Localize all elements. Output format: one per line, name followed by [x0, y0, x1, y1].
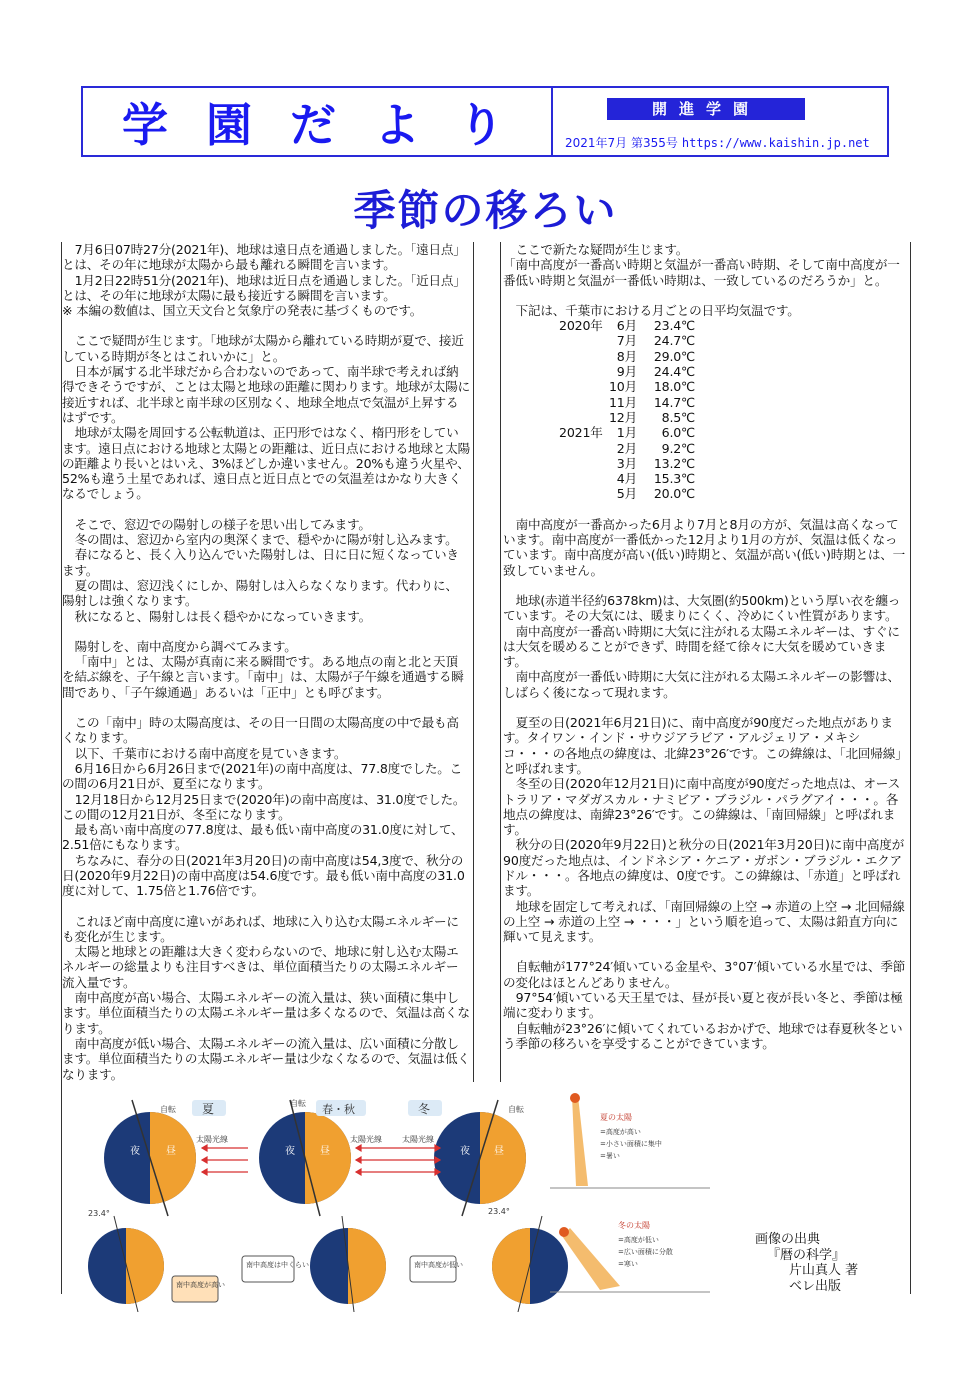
figure-rule-left	[61, 1082, 62, 1294]
paragraph: ※ 本編の数値は、国立天文台と気象庁の発表に基づくものです。	[62, 303, 423, 319]
temperature-month: 10月	[608, 379, 637, 395]
temperature-value: 23.4℃	[653, 318, 695, 334]
temperature-year	[559, 333, 607, 348]
right-column	[503, 242, 909, 1051]
credit-label: 画像の出典	[755, 1232, 821, 1247]
school-name: 開進学園	[607, 98, 805, 120]
paragraph: 夏至の日(2021年6月21日)に、南中高度が90度だった地点があります。タイワン・インド・サウジアラビア・アルジェリア・メキシコ・・・の各地点の緯度は、北緯23°26′です。この緯線は、「北回帰線」と呼ばれます。	[503, 715, 908, 776]
temperature-month: 11月	[608, 394, 637, 410]
winter-altitude-label: 南中高度が低い	[414, 1261, 463, 1269]
temperature-value: 6.0℃	[661, 425, 695, 441]
summer-sun-rays	[202, 1145, 248, 1175]
article-headline: 季節の移ろい	[353, 186, 618, 235]
summer-sun-line-2: =小さい面積に集中	[600, 1140, 662, 1148]
season-figure	[80, 1086, 710, 1312]
temperature-row	[559, 471, 695, 486]
paragraph: 南中高度が一番高い時期に大気に注がれる太陽エネルギーは、すぐには大気を暖めることができず、時間を経て徐々に大気を暖めていきます。	[503, 623, 900, 670]
paragraph-gap	[62, 502, 470, 517]
paragraph: ここで疑問が生じます。「地球が太陽から離れている時期が夏で、接近している時期が冬とはこれいかに」と。	[62, 333, 464, 364]
spring-altitude-badge	[242, 1256, 294, 1282]
paragraph: 冬至の日(2020年12月21日)に南中高度が90度だった地点は、オーストラリア・マダガスカル・ナミビア・ブラジル・パラグアイ・・・。各地点の緯度は、南緯23°26′です。この緯線は、「南回帰線」と呼ばれます。	[503, 776, 900, 838]
temperature-row	[559, 364, 695, 379]
issue-line	[565, 134, 870, 151]
summer-season-label: 夏	[202, 1102, 215, 1116]
temperature-value: 24.7℃	[653, 333, 695, 349]
temperature-month: 8月	[616, 348, 637, 364]
paragraph: 下記は、千葉市における月ごとの日平均気温です。	[515, 302, 800, 318]
spring-sunlight-label: 太陽光線	[350, 1135, 382, 1144]
temperature-value: 20.0℃	[653, 486, 695, 502]
spring-altitude-label: 南中高度は中くらい	[246, 1261, 309, 1269]
paragraph-gap	[503, 288, 909, 303]
paragraph-gap	[62, 700, 470, 715]
winter-altitude-earth	[492, 1216, 568, 1312]
summer-day-label: 昼	[166, 1146, 176, 1157]
summer-altitude-badge	[172, 1276, 218, 1302]
winter-rotation-label: 自転	[508, 1105, 524, 1114]
paragraph: 97°54′傾いている天王星では、昼が長い夏と夜が長い冬と、季節は極端に変わります。	[503, 990, 903, 1021]
temperature-row	[559, 410, 695, 425]
issue-number: 2021年7月 第355号	[565, 136, 678, 150]
summer-sun-line-1: =高度が高い	[600, 1128, 641, 1136]
paragraph: ちなみに、春分の日(2021年3月20日)の南中高度は54,3度で、秋分の日(2020年9月22日)の南中高度は54.6度です。最も低い南中高度の31.0度に対して、1.75倍と1.76倍です。	[62, 852, 465, 899]
left-column	[62, 242, 470, 1082]
paragraph-gap	[503, 578, 909, 593]
credit-publisher: ベレ出版	[789, 1278, 842, 1294]
temperature-year	[559, 441, 607, 456]
paragraph: 自転軸が177°24′傾いている金星や、3°07′傾いている水星では、季節の変化はほとんどありません。	[503, 959, 906, 990]
temperature-month: 6月	[616, 318, 637, 334]
masthead-info-box	[553, 88, 887, 155]
paragraph: 陽射しを、南中高度から調べてみます。	[74, 638, 297, 654]
paragraph: そこで、窓辺での陽射しの様子を思い出してみます。	[74, 516, 371, 532]
summer-altitude-earth	[88, 1216, 164, 1312]
paragraph: 夏の間は、窓辺浅くにしか、陽射しは入らなくなります。代わりに、陽射しは強くなります。	[62, 577, 458, 609]
paragraph-gap	[62, 624, 470, 639]
spring-night-label: 夜	[285, 1146, 295, 1157]
right-column-intro	[503, 242, 909, 318]
temperature-year	[559, 395, 607, 410]
paragraph: 秋になると、陽射しは長く穏やかになっていきます。	[74, 608, 372, 624]
credit-book: 『暦の科学』	[767, 1247, 846, 1263]
paragraph: 南中高度が一番低い時期に大気に注がれる太陽エネルギーの影響は、しばらく後になって現れます。	[503, 669, 900, 700]
paragraph: 地球が太陽を周回する公転軌道は、正円形ではなく、楕円形をしています。遠日点における地球と太陽との距離は、近日点における地球と太陽の距離より長いとはいえ、3%ほどしか違いません。20%も違う火星や、52%も違う土星であれば、遠日点と近日点とでの気温差はかなり大きくなるでしょう。	[62, 425, 470, 502]
winter-sun-line-1: =高度が低い	[618, 1236, 659, 1244]
paragraph: 6月16日から6月26日まで(2021年)の南中高度は、77.8度でした。この間の6月21日が、夏至になります。	[62, 760, 463, 792]
summer-rotation-label: 自転	[160, 1105, 176, 1114]
paragraph: 太陽と地球との距離は大きく変わらないので、地球に射し込む太陽エネルギーの総量よりも注目すべきは、単位面積当たりの太陽エネルギー流入量です。	[62, 944, 459, 990]
temperature-value: 18.0℃	[653, 379, 695, 395]
temperature-row	[559, 425, 695, 440]
winter-day-label: 昼	[494, 1146, 504, 1157]
school-url[interactable]: https://www.kaishin.jp.net	[681, 136, 870, 150]
summer-tilt-label: 23.4°	[88, 1209, 110, 1218]
summer-sun-line-3: =暑い	[600, 1152, 620, 1160]
temperature-row	[559, 379, 695, 394]
temperature-value: 9.2℃	[661, 440, 695, 456]
winter-sun-title: 冬の太陽	[618, 1221, 650, 1230]
winter-season-label: 冬	[418, 1102, 431, 1116]
temperature-row	[559, 333, 695, 348]
temperature-value: 8.5℃	[661, 409, 695, 425]
figure-rule-right	[910, 1082, 911, 1294]
paragraph: 以下、千葉市における南中高度を見ていきます。	[74, 745, 347, 761]
temperature-month: 2月	[616, 440, 637, 456]
temperature-value: 24.4℃	[653, 364, 695, 380]
paragraph-gap	[503, 944, 909, 959]
paragraph: 7月6日07時27分(2021年)、地球は遠日点を通過しました。「遠日点」とは、その年に地球が太陽から最も離れる瞬間を言います。	[62, 242, 466, 273]
spring-rotation-label: 自転	[290, 1099, 306, 1108]
paragraph: 「南中」とは、太陽が真南に来る瞬間です。ある地点の南と北と天頂を結ぶ線を、子午線と言います。「南中」は、太陽が子午線を通過する瞬間であり、「子午線通過」あるいは「正中」とも呼びます。	[62, 654, 464, 700]
winter-sunlight-label: 太陽光線	[402, 1135, 434, 1144]
winter-earth	[434, 1100, 526, 1216]
temperature-month: 9月	[616, 364, 637, 380]
paragraph: これほど南中高度に違いがあれば、地球に入り込む太陽エネルギーにも変化が生じます。	[62, 913, 459, 944]
temperature-row	[559, 318, 695, 333]
temperature-row	[559, 441, 695, 456]
spring-day-label: 昼	[320, 1146, 330, 1157]
right-column-body	[503, 517, 909, 1052]
paragraph: 1月2日22時51分(2021年)、地球は近日点を通過しました。「近日点」とは、その年に地球が太陽に最も接近する瞬間を言います。	[62, 272, 466, 303]
temperature-row	[559, 395, 695, 410]
winter-sun-line-2: =広い面積に分散	[618, 1248, 673, 1256]
summer-night-label: 夜	[130, 1146, 140, 1157]
paragraph: ここで新たな疑問が生じます。	[515, 242, 689, 257]
credit-author: 片山真人 著	[789, 1263, 859, 1278]
temperature-year	[559, 456, 607, 471]
paragraph: 日本が属する北半球だから合わないのであって、南半球で考えれば納得できそうですが、ことは太陽と地球の距離に関わります。地球が太陽に接近すれば、北半球と南半球の区別なく、地球全地点で気温が上昇するはずです。	[62, 364, 470, 425]
temperature-year	[559, 349, 607, 364]
paragraph: 春になると、長く入り込んでいた陽射しは、日に日に短くなっていきます。	[62, 547, 459, 578]
temperature-year	[559, 364, 607, 379]
summer-sunlight-label: 太陽光線	[196, 1135, 228, 1144]
spring-autumn-earth	[259, 1100, 351, 1216]
temperature-year	[559, 379, 607, 394]
temperature-year: 2021年	[559, 425, 603, 441]
temperature-value: 13.2℃	[653, 455, 695, 471]
temperature-month: 3月	[616, 455, 637, 471]
paragraph: 南中高度が高い場合、太陽エネルギーの流入量は、狭い面積に集中します。単位面積当たりの太陽エネルギー量は多くなるので、気温は高くなります。	[62, 990, 470, 1036]
paragraph: 秋分の日(2020年9月22日)と秋分の日(2021年3月20日)に南中高度が90度だった地点は、インドネシア・ケニア・ガボン・ブラジル・エクアドル・・・。各地点の緯度は、0度です。この緯線は、「赤道」と呼ばれます。	[503, 837, 905, 899]
paragraph: 「南中高度が一番高い時期と気温が一番高い時期、そして南中高度が一番低い時期と気温が一番低い時期は、一致しているのだろうか」と。	[503, 257, 900, 288]
paragraph: 自転軸が23°26′に傾いてくれているおかげで、地球では春夏秋冬という季節の移ろいを享受することができています。	[503, 1020, 903, 1051]
paragraph-gap	[503, 700, 909, 715]
paragraph: この「南中」時の太陽高度は、その日一日間の太陽高度の中で最も高くなります。	[62, 715, 459, 746]
temperature-year	[559, 410, 607, 425]
temperature-month: 5月	[616, 486, 637, 502]
temperature-year	[559, 471, 607, 486]
masthead-title-box	[83, 88, 553, 155]
column-rule-mid-left	[473, 242, 474, 1082]
temperature-table	[559, 318, 695, 502]
winter-tilt-label: 23.4°	[488, 1207, 510, 1216]
summer-altitude-label: 南中高度が高い	[176, 1281, 225, 1289]
image-credit	[755, 1232, 858, 1294]
temperature-month: 1月	[616, 425, 637, 441]
paragraph-gap	[62, 899, 470, 914]
temperature-row	[559, 349, 695, 364]
paragraph: 南中高度が一番高かった6月より7月と8月の方が、気温は高くなっています。南中高度が一番低かった12月より1月の方が、気温は低くなっています。南中高度が高い(低い)時期と、気温が高い(低い)時期とは、一致していません。	[503, 516, 906, 578]
temperature-month: 12月	[608, 409, 637, 425]
winter-sun-line-3: =寒い	[618, 1260, 638, 1268]
paragraph: 冬の間は、窓辺から室内の奥深くまで、穏やかに陽が射し込みます。	[74, 532, 458, 548]
temperature-value: 15.3℃	[653, 471, 695, 487]
temperature-month: 7月	[616, 333, 637, 349]
paragraph: 地球を固定して考えれば、「南回帰線の上空 → 赤道の上空 → 北回帰線の上空 → 赤道の上空 → ・・・」という順を追って、太陽は鉛直方向に輝いて見えます。	[503, 898, 905, 945]
spring-autumn-season-label: 春・秋	[322, 1103, 355, 1116]
paragraph-gap	[62, 318, 470, 333]
paragraph: 地球(赤道半径約6378km)は、大気圏(約500km)という厚い衣を纏っています。その大気には、暖まりにくく、冷めにくい性質があります。	[503, 592, 901, 624]
spring-altitude-earth	[310, 1216, 386, 1312]
temperature-value: 29.0℃	[653, 348, 695, 364]
temperature-value: 14.7℃	[653, 394, 695, 410]
summer-earth	[104, 1100, 196, 1216]
temperature-year: 2020年	[559, 318, 603, 334]
column-rule-right	[910, 242, 911, 1082]
temperature-year	[559, 486, 607, 501]
winter-night-label: 夜	[460, 1146, 470, 1157]
column-rule-mid-right	[500, 242, 501, 1082]
temperature-row	[559, 486, 695, 501]
paragraph: 最も高い南中高度の77.8度は、最も低い南中高度の31.0度に対して、2.51倍にもなります。	[62, 822, 464, 853]
spring-sun-rays	[356, 1145, 398, 1175]
temperature-row	[559, 456, 695, 471]
temperature-month: 4月	[616, 471, 637, 487]
masthead	[81, 86, 889, 157]
winter-altitude-badge	[410, 1256, 456, 1282]
paragraph: 南中高度が低い場合、太陽エネルギーの流入量は、広い面積に分散します。単位面積当たりの太陽エネルギー量は少なくなるので、気温は低くなります。	[62, 1035, 470, 1082]
paragraph: 12月18日から12月25日まで(2020年)の南中高度は、31.0度でした。この間の12月21日が、冬至になります。	[62, 791, 466, 822]
summer-sun-title: 夏の太陽	[600, 1113, 632, 1122]
winter-sun-rays	[398, 1145, 440, 1175]
masthead-title: 学園だより	[122, 97, 542, 152]
